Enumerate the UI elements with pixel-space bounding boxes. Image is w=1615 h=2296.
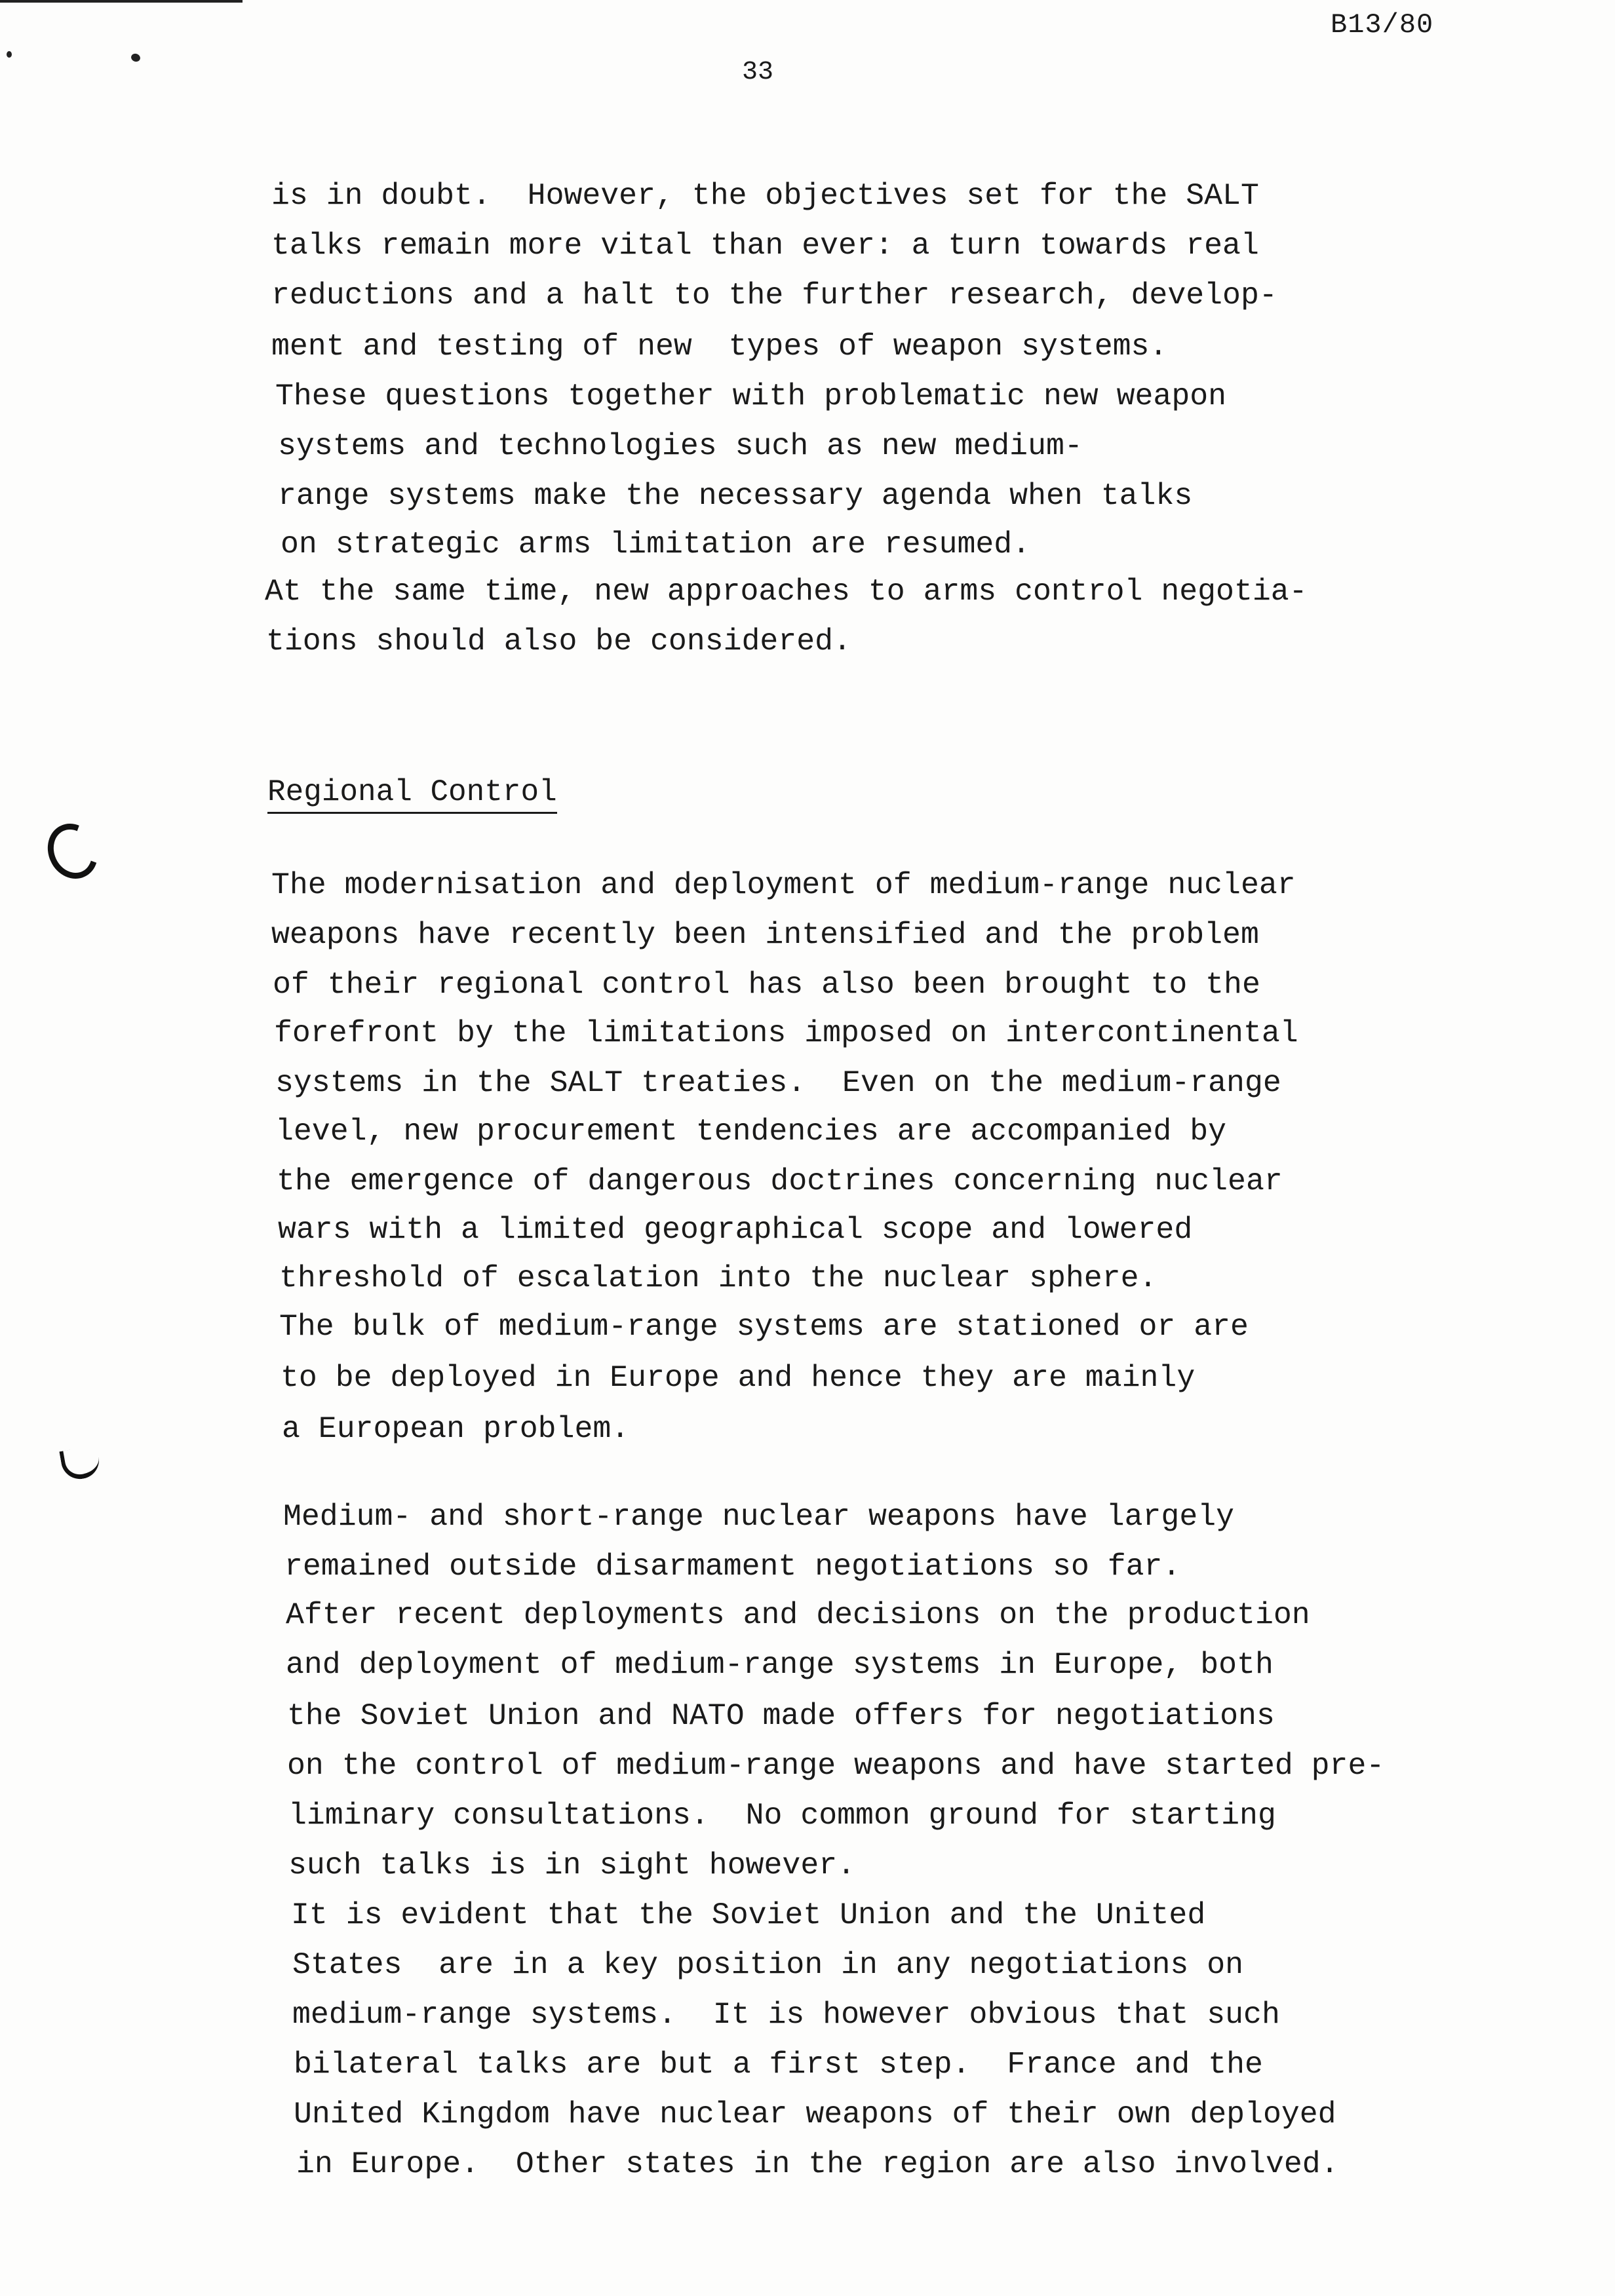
text-line: tions should also be considered.	[266, 624, 851, 659]
text-line: in Europe. Other states in the region are also involved.	[296, 2147, 1339, 2181]
text-line: a European problem.	[282, 1411, 630, 1446]
text-line: threshold of escalation into the nuclear sphere.	[279, 1261, 1158, 1295]
scan-speck	[7, 51, 12, 58]
text-line: level, new procurement tendencies are accompanied by	[275, 1114, 1227, 1149]
text-line: States are in a key position in any negotiations on	[292, 1947, 1244, 1982]
text-line: talks remain more vital than ever: a turn towards real	[271, 228, 1259, 263]
text-line: range systems make the necessary agenda when talks	[278, 478, 1193, 513]
text-line: forefront by the limitations imposed on intercontinental	[274, 1016, 1298, 1050]
text-line: These questions together with problematic new weapon	[275, 379, 1227, 413]
text-line: liminary consultations. No common ground for starting	[288, 1798, 1276, 1833]
text-line: on the control of medium-range weapons and have started pre-	[287, 1748, 1385, 1783]
text-line: reductions and a halt to the further research, develop-	[271, 278, 1277, 313]
text-line: weapons have recently been intensified and the problem	[271, 917, 1259, 952]
punch-hole-mark	[39, 815, 106, 887]
text-line: is in doubt. However, the objectives set for the SALT	[271, 178, 1259, 213]
text-line: the Soviet Union and NATO made offers for negotiations	[287, 1698, 1275, 1733]
text-line: wars with a limited geographical scope and lowered	[278, 1212, 1193, 1247]
document-reference: B13/80	[1331, 9, 1434, 41]
text-line: systems in the SALT treaties. Even on the medium-range	[275, 1065, 1281, 1100]
text-line: bilateral talks are but a first step. France and the	[294, 2047, 1263, 2082]
text-line: systems and technologies such as new medium-	[278, 429, 1083, 463]
text-line: It is evident that the Soviet Union and the United	[291, 1898, 1206, 1932]
text-line: on strategic arms limitation are resumed.	[281, 527, 1031, 562]
text-line: the emergence of dangerous doctrines concerning nuclear	[277, 1164, 1283, 1198]
text-line: and deployment of medium-range systems in Europe, both	[286, 1647, 1274, 1682]
page-number: 33	[742, 58, 774, 87]
text-line: Medium- and short-range nuclear weapons have largely	[283, 1499, 1235, 1534]
text-line: The bulk of medium-range systems are stationed or are	[279, 1309, 1249, 1344]
text-line: to be deployed in Europe and hence they are mainly	[281, 1360, 1196, 1395]
text-line: The modernisation and deployment of medium-range nuclear	[271, 868, 1296, 902]
punch-hole-mark	[59, 1445, 102, 1482]
scan-speck	[130, 52, 141, 63]
text-line: ment and testing of new types of weapon systems.	[271, 329, 1168, 364]
text-line: of their regional control has also been brought to the	[273, 967, 1260, 1002]
scan-edge-line	[0, 0, 243, 3]
text-line: United Kingdom have nuclear weapons of their own deployed	[294, 2097, 1336, 2132]
section-heading: Regional Control	[267, 775, 557, 814]
text-line: After recent deployments and decisions on the production	[286, 1598, 1310, 1632]
text-line: At the same time, new approaches to arms control negotia-	[265, 574, 1308, 609]
text-line: remained outside disarmament negotiations so far.	[284, 1549, 1181, 1584]
text-line: medium-range systems. It is however obvious that such	[292, 1997, 1280, 2032]
text-line: such talks is in sight however.	[288, 1848, 856, 1883]
